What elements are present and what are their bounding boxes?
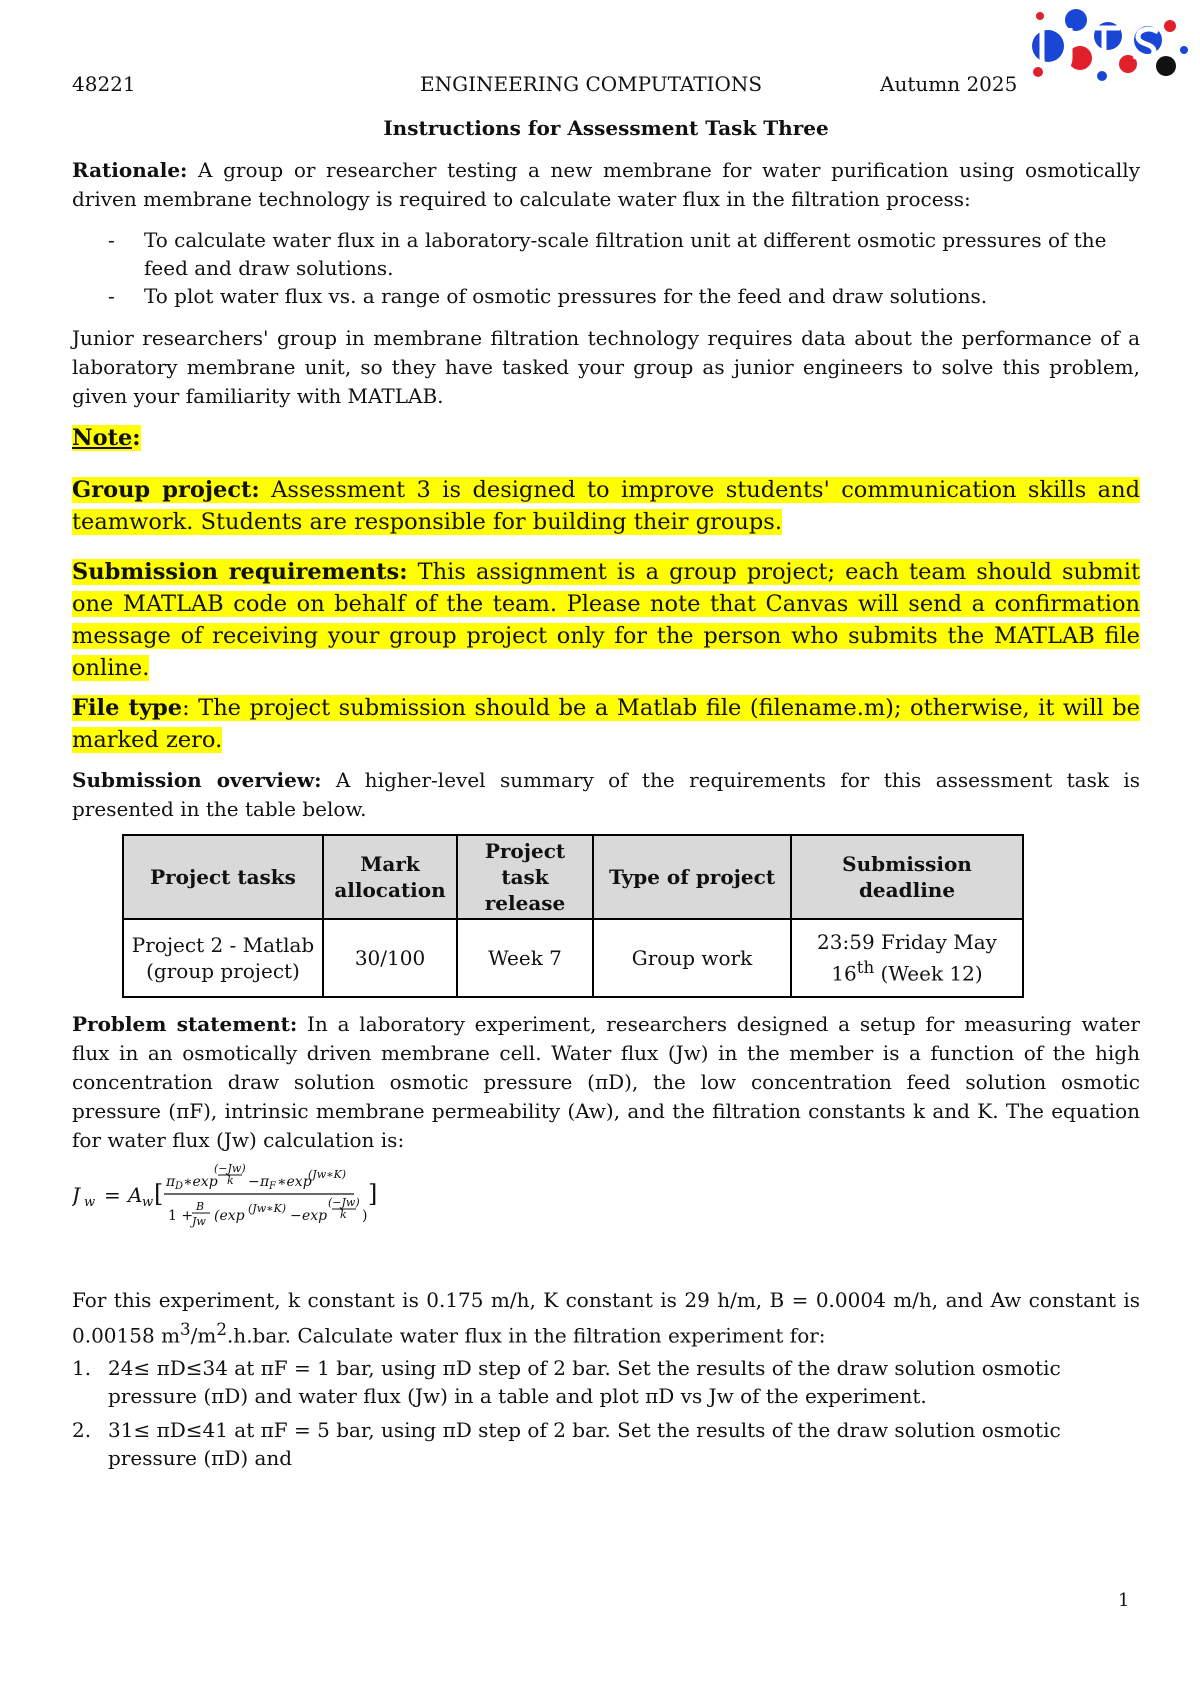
note-label: Note — [72, 425, 133, 451]
page-number: 1 — [1118, 1590, 1130, 1611]
constants-paragraph: For this experiment, k constant is 0.175 m/h, K constant is 29 h/m, B = 0.0004 m/h, and Aw constant is 0.00158 $m^3/m^2.h.bar$. Calculate water flux in the filtration experiment for: — [72, 1288, 1140, 1348]
table-row — [123, 919, 1023, 997]
svg-text:∗exp: ∗exp — [277, 1174, 312, 1190]
page-header — [72, 72, 1018, 100]
junior-paragraph: Junior researchers' group in membrane filtration technology requires data about the performance of a laboratory membrane unit, so they have tasked your group as junior engineers to solve this problem, given your familiarity with MATLAB. — [72, 326, 1140, 408]
table-header: Mark allocation — [323, 835, 457, 919]
svg-text:w: w — [142, 1195, 154, 1210]
rationale-bullets — [72, 226, 1140, 310]
svg-text:(−Jw): (−Jw) — [214, 1162, 246, 1175]
list-item: 1. 24≤ πD≤34 at πF = 1 bar, using πD step of 2 bar. Set the results of the draw solution osmotic pressure (πD) and water flux (Jw) in a table and plot πD vs Jw of the experiment. — [72, 1356, 1061, 1408]
table-header: Type of project — [593, 835, 791, 919]
rationale-text: A group or researcher testing a new membrane for water purification using osmotically driven membrane technology is required to calculate water flux in the filtration process: — [72, 158, 1140, 211]
svg-text:(exp: (exp — [214, 1208, 245, 1224]
overview-label: Submission overview: — [72, 768, 322, 792]
svg-text:B: B — [196, 1200, 205, 1213]
svg-text:−: − — [290, 1208, 302, 1224]
file-type-text: : The project submission should be a Matlab file (filename.m); otherwise, it will be marked zero. — [72, 695, 1141, 753]
list-item: - To calculate water flux in a laboratory-scale filtration unit at different osmotic pressures of the feed and draw solutions. — [72, 226, 1140, 282]
table-cell-release: Week 7 — [457, 919, 593, 997]
group-project-text: Assessment 3 is designed to improve students' communication skills and teamwork. Students are responsible for building their groups. — [72, 477, 1140, 535]
group-project-paragraph — [72, 474, 1140, 538]
svg-text:Jw: Jw — [192, 1215, 206, 1228]
table-header: Submission deadline — [791, 835, 1023, 919]
svg-text:π: π — [166, 1174, 176, 1190]
table-cell-type: Group work — [593, 919, 791, 997]
svg-text:k: k — [340, 1208, 347, 1221]
svg-text:∗exp: ∗exp — [183, 1174, 218, 1190]
svg-text:D: D — [175, 1181, 184, 1192]
course-code: 48221 — [72, 72, 136, 96]
svg-text:1 +: 1 + — [168, 1208, 194, 1224]
task-list — [72, 1354, 1140, 1472]
svg-text:π: π — [260, 1174, 270, 1190]
overview-table — [122, 834, 1024, 998]
overview-text: A higher-level summary of the requirements for this assessment task is presented in the table below. — [72, 768, 1140, 821]
svg-text:): ) — [362, 1208, 368, 1224]
note-heading — [72, 422, 141, 454]
problem-label: Problem statement: — [72, 1012, 298, 1036]
table-header-row — [123, 835, 1023, 919]
table-header: Project task release — [457, 835, 593, 919]
submission-requirements-text: This assignment is a group project; each team should submit one MATLAB code on behalf of the team. Please note that Canvas will send a confirmation message of receiving your group project only for the person who submits the MATLAB file online. — [72, 559, 1141, 681]
table-cell-deadline: 23:59 Friday May 16th (Week 12) — [791, 919, 1023, 997]
svg-text:J: J — [72, 1183, 81, 1207]
svg-text:]: ] — [368, 1180, 378, 1208]
list-item: 2. 31≤ πD≤41 at πF = 5 bar, using πD step of 2 bar. Set the results of the draw solution osmotic pressure (πD) and — [72, 1418, 1061, 1470]
submission-requirements-paragraph — [72, 556, 1140, 684]
file-type-label: File type — [72, 695, 183, 721]
svg-text:−: − — [248, 1174, 260, 1190]
svg-text:(−Jw): (−Jw) — [328, 1196, 360, 1209]
file-type-paragraph — [72, 692, 1140, 756]
water-flux-equation — [72, 1150, 432, 1240]
problem-text: In a laboratory experiment, researchers designed a setup for measuring water flux in an osmotically driven membrane cell. Water flux (Jw) in the member is a function of the high concentration draw solution osmotic pressure (πD), the low concentration feed solution osmotic pressure (πF), intrinsic membrane permeability (Aw), and the filtration constants k and K. The equation for water flux (Jw) calculation is: — [72, 1012, 1140, 1152]
svg-text:exp: exp — [302, 1208, 328, 1224]
rationale-section — [72, 156, 1140, 310]
course-name: ENGINEERING COMPUTATIONS — [420, 72, 763, 96]
svg-text:[: [ — [154, 1180, 164, 1208]
table-cell-task: Project 2 - Matlab (group project) — [123, 919, 323, 997]
document-title: Instructions for Assessment Task Three — [383, 116, 829, 140]
list-item: - To plot water flux vs. a range of osmotic pressures for the feed and draw solutions. — [72, 282, 1140, 310]
term: Autumn 2025 — [880, 72, 1018, 96]
svg-text:k: k — [227, 1174, 234, 1187]
table-header: Project tasks — [123, 835, 323, 919]
university-logo — [1018, 6, 1190, 88]
note-colon: : — [132, 425, 141, 451]
group-project-label: Group project: — [72, 477, 260, 503]
submission-requirements-label: Submission requirements: — [72, 559, 408, 585]
rationale-label: Rationale: — [72, 158, 188, 182]
svg-text:w: w — [84, 1195, 96, 1210]
svg-text:F: F — [269, 1181, 276, 1192]
overview-paragraph — [72, 766, 1140, 824]
svg-text:(Jw∗K): (Jw∗K) — [248, 1202, 287, 1215]
svg-text:A: A — [128, 1183, 143, 1207]
svg-text:(Jw∗K): (Jw∗K) — [308, 1168, 347, 1181]
svg-text:=: = — [104, 1183, 121, 1207]
problem-paragraph — [72, 1010, 1140, 1155]
table-cell-mark: 30/100 — [323, 919, 457, 997]
rationale-paragraph — [72, 156, 1140, 214]
